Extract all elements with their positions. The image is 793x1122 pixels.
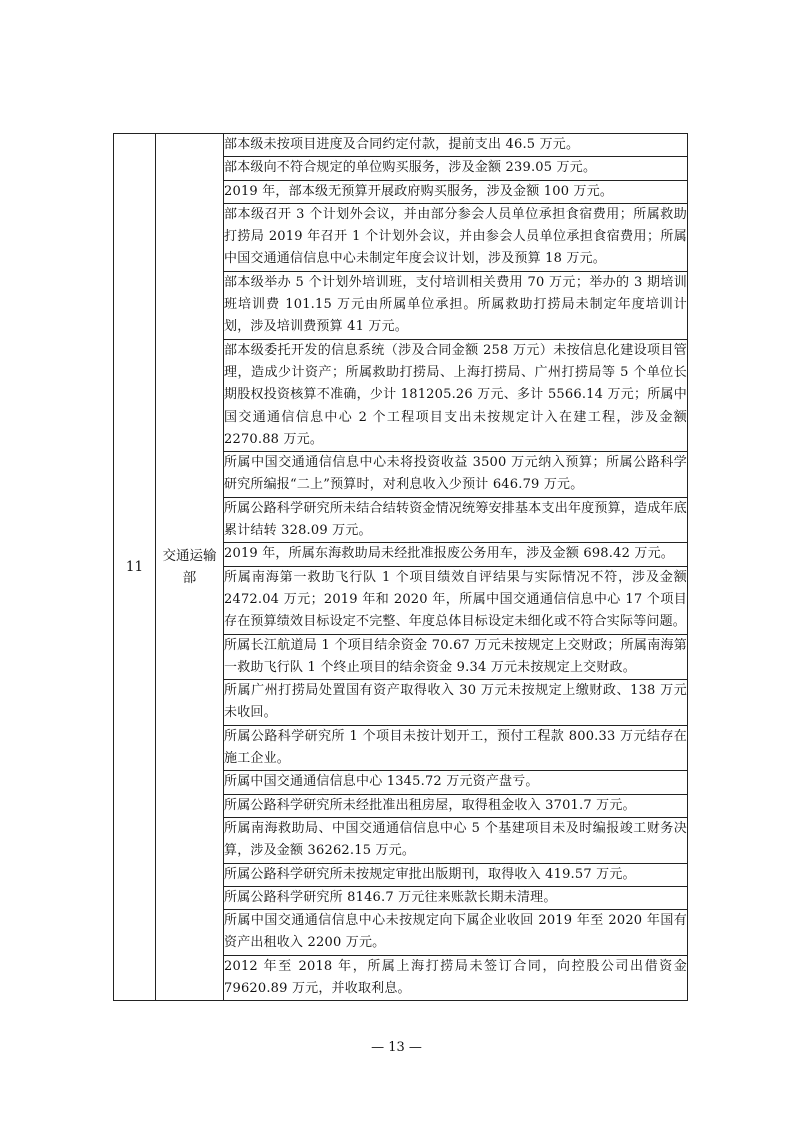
finding-item: 所属南海救助局、中国交通通信信息中心 5 个基建项目未及时编报竣工财务决算，涉及金额 36262.15 万元。 — [224, 817, 688, 863]
finding-item: 部本级召开 3 个计划外会议，并由部分参会人员单位承担食宿费用；所属救助打捞局 2019 年召开 1 个计划外会议，并由参会人员单位承担食宿费用；所属中国交通通信信息中心未制定年度会议计划，涉及预算 18 万元。 — [224, 203, 688, 271]
department-cell: 交通运输部 — [156, 134, 224, 1001]
finding-item: 所属中国交通通信信息中心 1345.72 万元资产盘亏。 — [224, 771, 688, 794]
finding-item: 所属公路科学研究所未结合结转资金情况统筹安排基本支出年度预算，造成年底累计结转 328.09 万元。 — [224, 497, 688, 543]
table-row — [114, 134, 688, 157]
finding-item: 所属公路科学研究所未经批准出租房屋，取得租金收入 3701.7 万元。 — [224, 794, 688, 817]
finding-item: 所属中国交通通信信息中心未按规定向下属企业收回 2019 年至 2020 年国有资产出租收入 2200 万元。 — [224, 910, 688, 956]
finding-item: 所属公路科学研究所未按规定审批出版期刊，取得收入 419.57 万元。 — [224, 863, 688, 886]
audit-findings-table — [113, 133, 688, 1001]
finding-item: 2019 年，部本级无预算开展政府购买服务，涉及金额 100 万元。 — [224, 180, 688, 203]
finding-item: 所属广州打捞局处置国有资产取得收入 30 万元未按规定上缴财政、138 万元未收回。 — [224, 680, 688, 726]
finding-item: 2019 年，所属东海救助局未经批准报废公务用车，涉及金额 698.42 万元。 — [224, 543, 688, 566]
finding-item: 部本级向不符合规定的单位购买服务，涉及金额 239.05 万元。 — [224, 157, 688, 180]
finding-item: 所属南海第一救助飞行队 1 个项目绩效自评结果与实际情况不符，涉及金额 2472.04 万元；2019 年和 2020 年，所属中国交通通信信息中心 17 个项目存在预算绩效目标设定不完整、年度总体目标设定未细化或不符合实际等问题。 — [224, 566, 688, 634]
finding-item: 所属中国交通通信信息中心未将投资收益 3500 万元纳入预算；所属公路科学研究所编报“二上”预算时，对利息收入少预计 646.79 万元。 — [224, 452, 688, 498]
finding-item: 所属公路科学研究所 1 个项目未按计划开工，预付工程款 800.33 万元结存在施工企业。 — [224, 725, 688, 771]
finding-item: 部本级举办 5 个计划外培训班，支付培训相关费用 70 万元；举办的 3 期培训班培训费 101.15 万元由所属单位承担。所属救助打捞局未制定年度培训计划，涉及培训费预算 41 万元。 — [224, 271, 688, 339]
finding-item: 所属长江航道局 1 个项目结余资金 70.67 万元未按规定上交财政；所属南海第一救助飞行队 1 个终止项目的结余资金 9.34 万元未按规定上交财政。 — [224, 634, 688, 680]
page-number: — 13 — — [371, 1040, 422, 1055]
finding-item: 2012 年至 2018 年，所属上海打捞局未签订合同，向控股公司出借资金 79620.89 万元，并收取利息。 — [224, 955, 688, 1001]
row-number-cell: 11 — [114, 134, 156, 1001]
finding-item: 部本级委托开发的信息系统（涉及合同金额 258 万元）未按信息化建设项目管理，造成少计资产；所属救助打捞局、上海打捞局、广州打捞局等 5 个单位长期股权投资核算不准确，少计 181205.26 万元、多计 5566.14 万元；所属中国交通通信信息中心 2 个工程项目支出未按规定计入在建工程，涉及金额 2270.88 万元。 — [224, 339, 688, 451]
finding-item: 所属公路科学研究所 8146.7 万元往来账款长期未清理。 — [224, 886, 688, 909]
finding-item: 部本级未按项目进度及合同约定付款，提前支出 46.5 万元。 — [224, 134, 688, 157]
